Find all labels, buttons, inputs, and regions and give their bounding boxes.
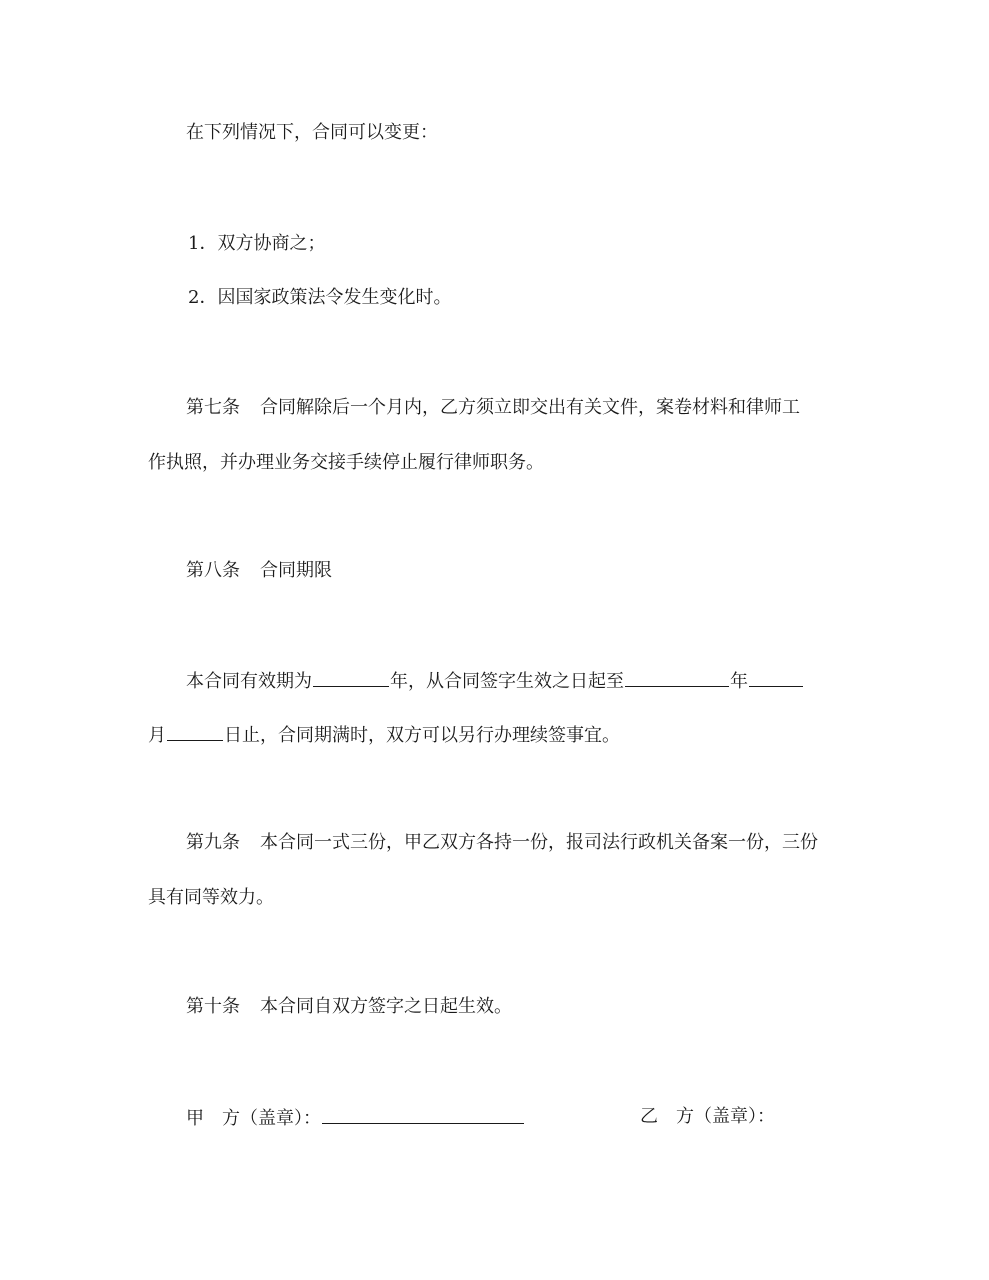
article-10-heading: 第十条 bbox=[186, 996, 240, 1017]
article-8-line-2 bbox=[148, 722, 620, 748]
article-9-line-2: 具有同等效力。 bbox=[148, 887, 274, 908]
article-10-text: 本合同自双方签字之日起生效。 bbox=[260, 996, 512, 1017]
article-7-heading: 第七条 bbox=[186, 397, 240, 418]
change-item-2: 2．因国家政策法令发生变化时。 bbox=[188, 287, 452, 308]
article-7-line-2: 作执照，并办理业务交接手续停止履行律师职务。 bbox=[148, 452, 544, 473]
change-intro: 在下列情况下，合同可以变更： bbox=[186, 122, 438, 143]
article-8-text-d: 月 bbox=[148, 725, 166, 746]
article-7-line-1 bbox=[186, 396, 800, 420]
end-year-blank[interactable] bbox=[625, 668, 729, 687]
article-9-line-1 bbox=[186, 831, 818, 855]
article-8-text-a: 本合同有效期为 bbox=[186, 671, 312, 692]
article-7-text-1: 合同解除后一个月内，乙方须立即交出有关文件，案卷材料和律师工 bbox=[260, 397, 800, 418]
article-9-heading: 第九条 bbox=[186, 832, 240, 853]
end-month-blank[interactable] bbox=[749, 668, 803, 687]
party-a-label: 甲 方（盖章）： bbox=[186, 1108, 321, 1129]
end-day-blank[interactable] bbox=[167, 722, 223, 741]
party-a-signature bbox=[186, 1105, 525, 1131]
article-9-text-1: 本合同一式三份，甲乙双方各持一份，报司法行政机关备案一份，三份 bbox=[260, 832, 818, 853]
change-item-1: 1．双方协商之； bbox=[188, 233, 326, 254]
party-b-signature bbox=[640, 1105, 775, 1129]
article-8-text-b: 年，从合同签字生效之日起至 bbox=[390, 671, 624, 692]
article-8-title-line bbox=[186, 559, 332, 583]
article-8-text-c: 年 bbox=[730, 671, 748, 692]
party-a-signature-blank[interactable] bbox=[322, 1105, 524, 1124]
article-10-line bbox=[186, 995, 512, 1019]
article-8-text-e: 日止，合同期满时，双方可以另行办理续签事宜。 bbox=[224, 725, 620, 746]
article-8-line-1 bbox=[186, 668, 804, 694]
article-8-title: 合同期限 bbox=[260, 560, 332, 581]
term-years-blank[interactable] bbox=[313, 668, 389, 687]
party-b-label: 乙 方（盖章）： bbox=[640, 1106, 775, 1127]
article-8-heading: 第八条 bbox=[186, 560, 240, 581]
